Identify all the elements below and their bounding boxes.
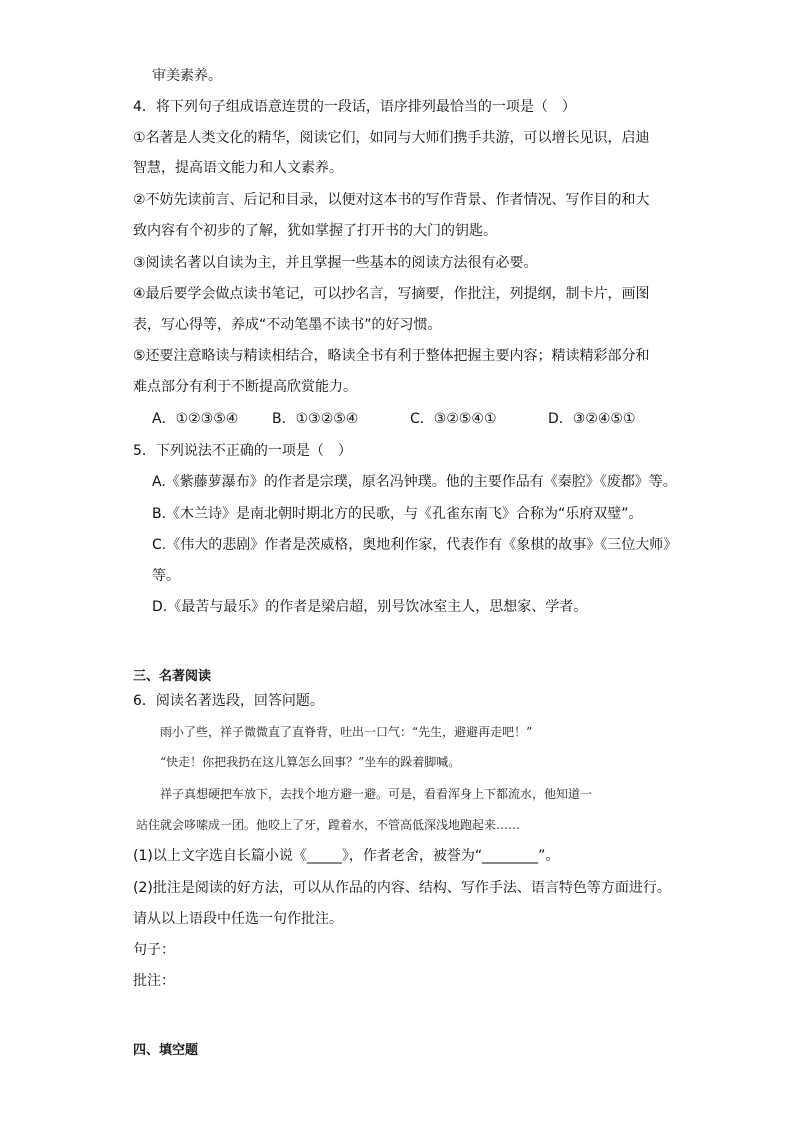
q6-subquestion-2-line-1: (2)批注是阅读的好方法，可以从作品的内容、结构、写作手法、语言特色等方面进行。: [133, 880, 671, 896]
sentence-answer-label: 句子：: [133, 942, 175, 958]
q4-option-a: A．①②③⑤④: [152, 411, 239, 427]
section-3-heading: 三、名著阅读: [133, 669, 212, 684]
q6-subquestion-2-line-2: 请从以上语段中任选一句作批注。: [133, 911, 343, 927]
q5-option-c-line-1: C.《伟大的悲剧》作者是茨威格，奥地利作家，代表作有《象棋的故事》《三位大师》: [152, 537, 678, 553]
q4-sentence-4-line-2: 表，写心得等，养成“不动笔墨不读书”的好习惯。: [133, 317, 442, 333]
q4-sentence-5-line-2: 难点部分有利于不断提高欣赏能力。: [133, 379, 357, 395]
q4-sentence-2-line-2: 致内容有个初步的了解，犹如掌握了打开书的大门的钥匙。: [133, 223, 497, 239]
annotation-answer-label: 批注：: [133, 973, 175, 989]
section-4-heading: 四、填空题: [133, 1043, 199, 1058]
passage-paragraph-2: “快走！你把我扔在这儿算怎么回事？”坐车的跺着脚喊。: [160, 755, 461, 769]
q5-option-a: A.《紫藤萝瀑布》的作者是宗璞，原名冯钟璞。他的主要作品有《秦腔》《废都》等。: [152, 474, 677, 490]
question-4-stem: 4．将下列句子组成语意连贯的一段话，语序排列最恰当的一项是（ ）: [133, 99, 576, 115]
q4-sentence-3: ③阅读名著以自读为主，并且掌握一些基本的阅读方法很有必要。: [133, 255, 538, 271]
passage-paragraph-1: 雨小了些，祥子微微直了直脊背，吐出一口气：“先生，避避再走吧！”: [160, 725, 533, 739]
question-6-stem: 6．阅读名著选段，回答问题。: [133, 693, 324, 709]
q5-option-b: B.《木兰诗》是南北朝时期北方的民歌，与《孔雀东南飞》合称为“乐府双璧”。: [152, 506, 643, 522]
q4-sentence-5-line-1: ⑤还要注意略读与精读相结合，略读全书有利于整体把握主要内容；精读精彩部分和: [133, 348, 650, 364]
q4-sentence-4-line-1: ④最后要学会做点读书笔记，可以抄名言，写摘要，作批注，列提纲，制卡片，画图: [133, 286, 650, 302]
q5-option-c-line-2: 等。: [152, 568, 180, 584]
passage-paragraph-3-line-2: 站住就会哆嗦成一团。他咬上了牙，蹚着水，不管高低深浅地跑起来……: [136, 818, 521, 832]
q6-subquestion-1: (1)以上文字选自长篇小说《_____》，作者老舍，被誉为“________”。: [133, 848, 560, 864]
question-5-stem: 5．下列说法不正确的一项是（ ）: [133, 443, 352, 459]
q4-option-b: B．①③②⑤④: [272, 411, 359, 427]
q4-sentence-1-line-2: 智慧，提高语文能力和人文素养。: [133, 160, 343, 176]
q4-sentence-2-line-1: ②不妨先读前言、后记和目录，以便对这本书的写作背景、作者情况、写作目的和大: [133, 192, 650, 208]
q4-option-c: C．③②⑤④①: [410, 411, 497, 427]
q4-sentence-1-line-1: ①名著是人类文化的精华，阅读它们，如同与大师们携手共游，可以增长见识，启迪: [133, 130, 650, 146]
passage-paragraph-3-line-1: 祥子真想硬把车放下，去找个地方避一避。可是，看看浑身上下都流水，他知道一: [160, 787, 593, 801]
continuation-text: 审美素养。: [152, 68, 222, 84]
q5-option-d: D.《最苦与最乐》的作者是梁启超，别号饮冰室主人，思想家、学者。: [152, 599, 588, 615]
q4-options: [152, 409, 636, 429]
q4-option-d: D．③②④⑤①: [548, 411, 636, 427]
